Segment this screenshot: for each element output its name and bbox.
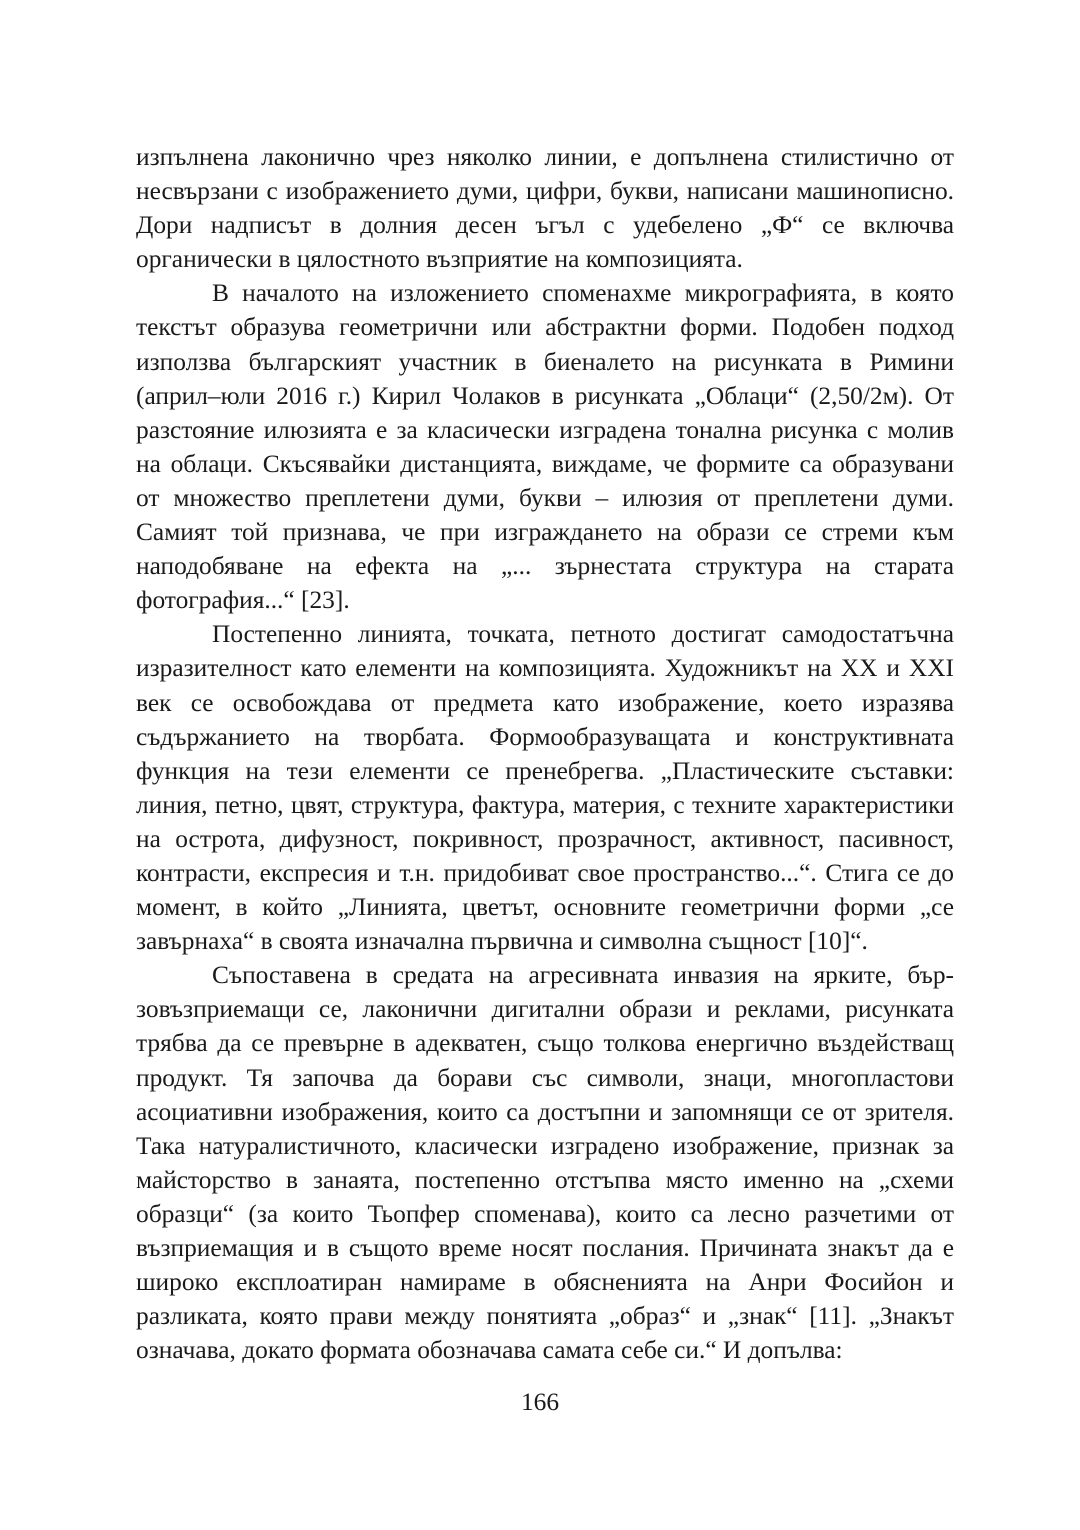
paragraph-3: Постепенно линията, точката, петното достигат самодостатъчна изразителност като елементи на композицията. Художникът на XX и XXI век се освобождава от предмета като изображение, което изразява съдържанието на творбата. Формообразуващата и конструктивната функция на тези елементи се пренебрегва. „Пластическите съставки: линия, петно, цвят, структура, фактура, материя, с техните характеристики на острота, дифузност, покривност, прозрачност, активност, пасивност, контрасти, експресия и т.н. придобиват свое пространство...“. Стига се до момент, в който „Линията, цветът, основните геометрични форми „се завърнаха“ в своята изначална първична и символна същност [10]“. bbox=[136, 620, 954, 956]
body-text bbox=[136, 140, 954, 1367]
paragraph-4: Съпоставена в средата на агресивната инвазия на ярките, бързовъзприемащи се, лаконични дигитални образи и реклами, рисунката трябва да се превърне в адекватен, също толкова енергично въздействащ продукт. Тя започва да борави със символи, знаци, многопластови асоциативни изображения, които са достъпни и запомнящи се от зрителя. Така натуралистичното, класически изградено изображение, признак за майсторство в занаята, постепенно отстъпва място именно на „схеми образци“ (за които Тьопфер споменава), които са лесно разчетими от възприемащия и в същото време носят послания. Причината знакът да е широко експлоатиран намираме в обясненията на Анри Фосийон и разликата, която прави между понятията „образ“ и „знак“ [11]. „Знакът означава, докато формата обозначава самата себе си.“ И допълва: bbox=[136, 961, 954, 1365]
paragraph-1: изпълнена лаконично чрез няколко линии, е допълнена стилистично от несвързани с изображението думи, цифри, букви, написани машинописно. Дори надписът в долния десен ъгъл с удебелено „Ф“ се включва органически в цялостното възприятие на композицията. bbox=[136, 143, 954, 274]
paragraph-2: В началото на изложението споменахме микрографията, в която текстът образува геометрични или абстрактни форми. Подобен подход използва българският участник в биеналето на рисунката в Римини (април–юли 2016 г.) Кирил Чолаков в рисунката „Облаци“ (2,50/2м). От разстояние илюзията е за класически изградена тонална рисунка с молив на облаци. Скъсявайки дистанцията, виждаме, че формите са образувани от множество преплетени думи, букви – илюзия от преплетени думи. Самият той признава, че при изграждането на образи се стреми към наподобяване на ефекта на „... зърнестата структура на старата фотография...“ [23]. bbox=[136, 279, 954, 615]
page-number: 166 bbox=[520, 1388, 560, 1416]
